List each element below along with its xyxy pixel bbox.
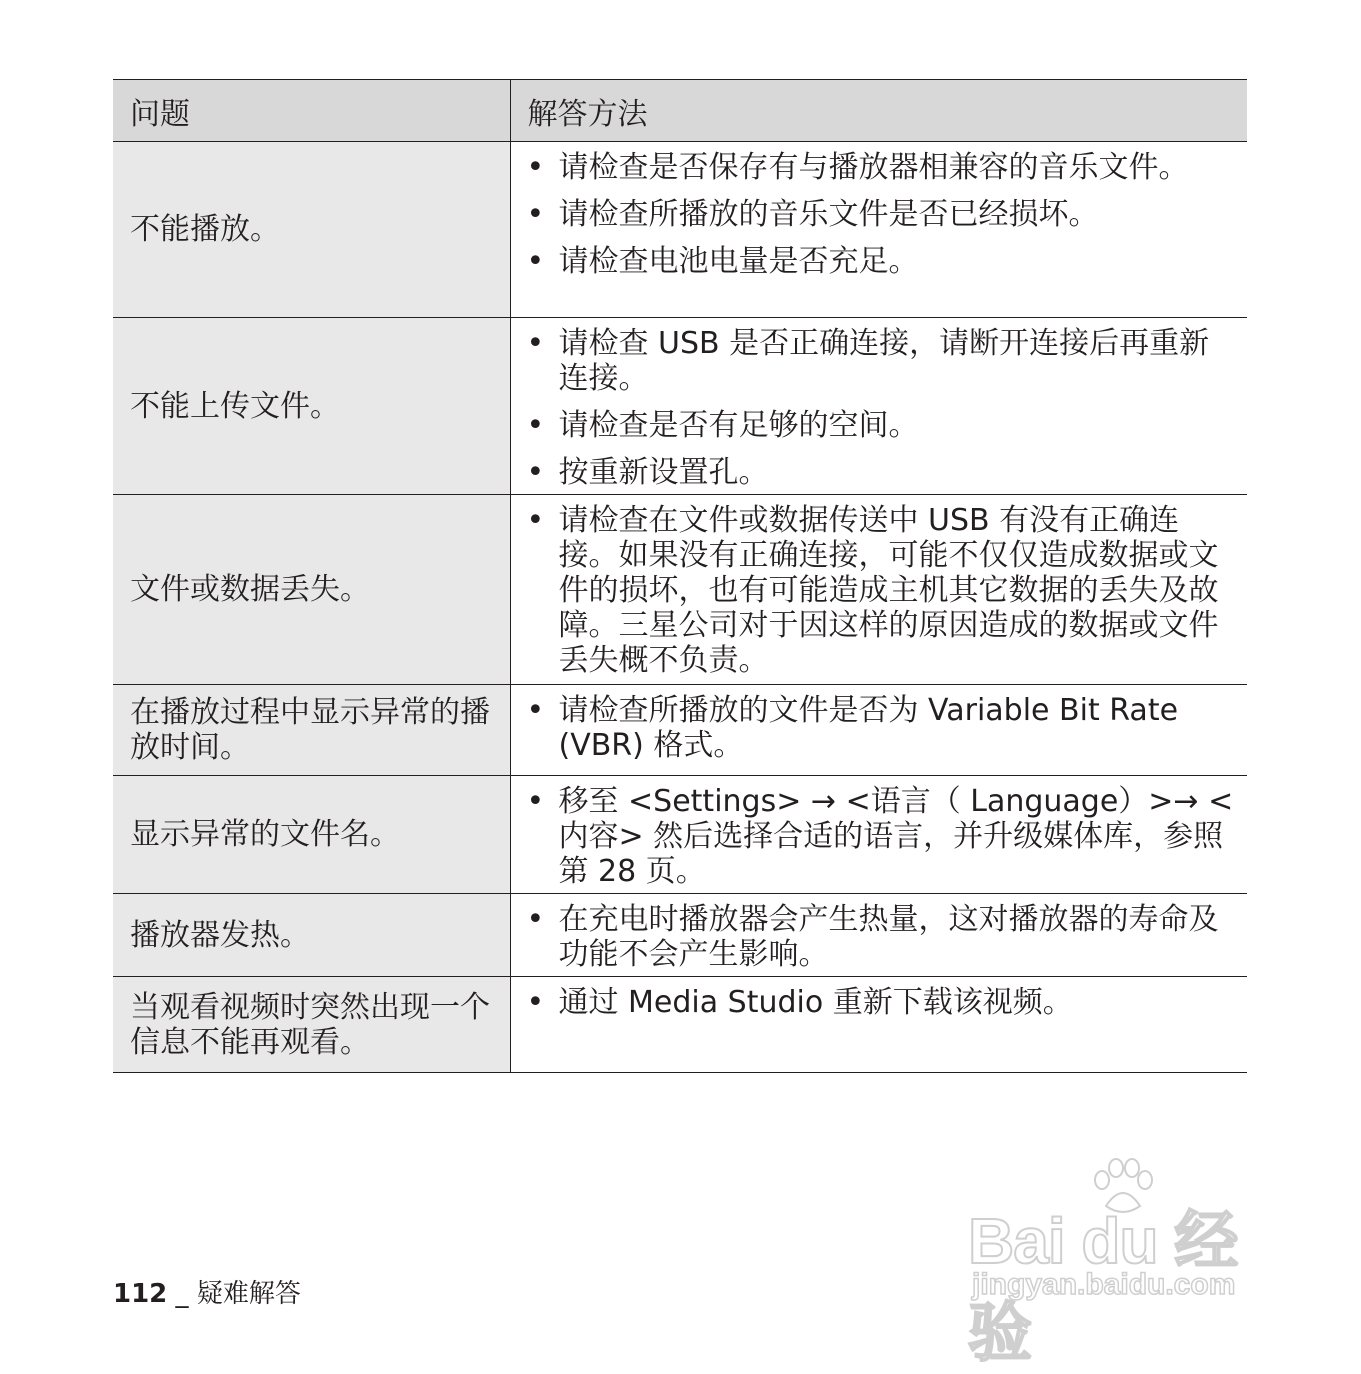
solution-text: 请检查在文件或数据传送中 USB 有没有正确连接。如果没有正确连接，可能不仅仅造成数据或文件的损坏，也有可能造成主机其它数据的丢失及故障。三星公司对于因这样的原因造成的数据或文件丢失概不负责。 [558, 503, 1219, 678]
problem-cell: 文件或数据丢失。 [113, 495, 510, 685]
solution-cell [510, 977, 1247, 1073]
table-row [113, 776, 1247, 894]
solution-text: 请检查电池电量是否充足。 [558, 244, 919, 279]
bullet-icon: • [526, 244, 545, 279]
table-row [113, 977, 1247, 1073]
solution-item [525, 902, 1236, 972]
solution-text: 请检查 USB 是否正确连接，请断开连接后再重新连接。 [558, 326, 1210, 396]
solution-text: 请检查是否保存有与播放器相兼容的音乐文件。 [558, 150, 1189, 185]
footer-separator: _ [175, 1279, 189, 1309]
bullet-icon: • [526, 693, 545, 728]
solution-item [525, 784, 1236, 889]
solution-item [525, 197, 1236, 232]
solution-item [525, 503, 1236, 678]
solution-text: 在充电时播放器会产生热量，这对播放器的寿命及功能不会产生影响。 [558, 902, 1219, 972]
table-header-row [113, 80, 1247, 142]
solution-cell [510, 894, 1247, 977]
solution-item [525, 455, 1236, 490]
solution-item [525, 150, 1236, 185]
table-row [113, 142, 1247, 318]
page-number: 112 [113, 1279, 168, 1309]
solution-column-header: 解答方法 [510, 80, 1247, 142]
solution-list [525, 985, 1236, 1020]
table-row [113, 685, 1247, 776]
solution-cell [510, 685, 1247, 776]
solution-item [525, 693, 1236, 763]
watermark-url: jingyan.baidu.com [972, 1268, 1236, 1301]
solution-list [525, 693, 1236, 763]
table-row [113, 318, 1247, 495]
solution-text: 请检查所播放的音乐文件是否已经损坏。 [558, 197, 1099, 232]
problem-cell: 不能上传文件。 [113, 318, 510, 495]
solution-cell [510, 142, 1247, 318]
problem-cell: 播放器发热。 [113, 894, 510, 977]
bullet-icon: • [526, 326, 545, 361]
solution-text: 按重新设置孔。 [558, 455, 769, 490]
page-footer [113, 1273, 301, 1310]
problem-column-header: 问题 [113, 80, 510, 142]
solution-list [525, 326, 1236, 490]
solution-list [525, 902, 1236, 972]
solution-item [525, 244, 1236, 279]
troubleshooting-table [113, 79, 1247, 1073]
solution-list [525, 503, 1236, 678]
solution-text: 通过 Media Studio 重新下载该视频。 [558, 985, 1073, 1020]
problem-cell: 当观看视频时突然出现一个信息不能再观看。 [113, 977, 510, 1073]
solution-cell [510, 776, 1247, 894]
problem-cell: 在播放过程中显示异常的播放时间。 [113, 685, 510, 776]
bullet-icon: • [526, 150, 545, 185]
solution-text: 移至 <Settings> → <语言（ Language）>→ <内容> 然后选择合适的语言，并升级媒体库，参照第 28 页。 [558, 784, 1234, 889]
solution-list [525, 784, 1236, 889]
solution-cell [510, 495, 1247, 685]
bullet-icon: • [526, 197, 545, 232]
solution-cell [510, 318, 1247, 495]
bullet-icon: • [526, 902, 545, 937]
bullet-icon: • [526, 503, 545, 538]
solution-text: 请检查所播放的文件是否为 Variable Bit Rate (VBR) 格式。 [558, 693, 1179, 763]
bullet-icon: • [526, 784, 545, 819]
bullet-icon: • [526, 985, 545, 1020]
solution-item [525, 326, 1236, 396]
solution-item [525, 985, 1236, 1020]
bullet-icon: • [526, 455, 545, 490]
problem-cell: 显示异常的文件名。 [113, 776, 510, 894]
solution-text: 请检查是否有足够的空间。 [558, 408, 919, 443]
watermark-logo: Bai du 经验 [968, 1205, 1238, 1369]
table-row [113, 894, 1247, 977]
table-row [113, 495, 1247, 685]
baidu-jingyan-watermark [968, 1150, 1288, 1369]
bullet-icon: • [526, 408, 545, 443]
solution-item [525, 408, 1236, 443]
solution-list [525, 150, 1236, 279]
footer-section-title: 疑难解答 [196, 1279, 301, 1309]
problem-cell: 不能播放。 [113, 142, 510, 318]
